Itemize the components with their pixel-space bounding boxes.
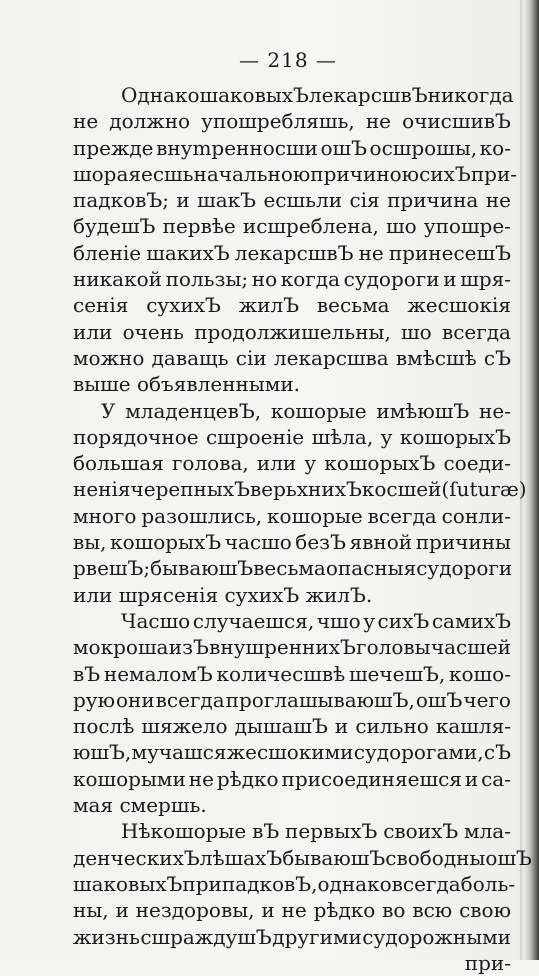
text-line: денческихЪ лѣшахЪ бываюшЪ свободны ошЪ [73, 845, 532, 870]
text-line: большая голова, или у кошорыхЪ соеди- [73, 451, 511, 476]
text-line: падковЪ; и шакЪ есшьли сiя причина не [73, 188, 511, 213]
text-line: Нѣкошорые вЪ первыхЪ своихЪ мла- [121, 819, 511, 844]
text-line: ны, и нездоровы, и не рѣдко во всю свою [73, 898, 511, 923]
text-line: или очень продолжишельны, шо всегда [73, 319, 511, 344]
text-line: мая смершь. [73, 793, 207, 818]
text-line: шаковыхЪ припадковЪ, однако всегда боль- [73, 871, 516, 896]
text-line: У младенцевЪ, кошорые имѣюшЪ не- [101, 398, 511, 423]
page-number: — 218 — [239, 48, 337, 72]
text-line: вЪ немаломЪ количесшвѣ шечешЪ, кошо- [73, 661, 511, 686]
text-line: не должно упошребляшь, не очисшивЪ [73, 109, 511, 134]
text-line: будешЪ первѣе исшреблена, шо упошре- [73, 214, 511, 239]
page-binding-edge [525, 0, 539, 960]
text-line: мокроша изЪ внушреннихЪ головы часшей [73, 635, 511, 660]
text-line: можно даващь сiи лекарсшва вмѣсшѣ сЪ [73, 345, 511, 370]
text-line: жизнь сшраждушЪ другими судорожными [73, 924, 511, 949]
text-line: вы, кошорыхЪ часшо безЪ явной причины [73, 530, 511, 555]
text-line: или шрясенiя сухихЪ жилЪ. [73, 582, 373, 607]
text-line: прежде внуmренносши ошЪ осшрошы, ко- [73, 135, 511, 160]
text-line: кошорыми не рѣдко присоединяешся и са- [73, 766, 511, 791]
text-line: при- [464, 950, 511, 975]
text-line: рвешЪ; бываюшЪ весьма опасныя судороги [73, 556, 513, 581]
text-line: юшЪ, мучашся жесшокими судорогами, сЪ [73, 740, 511, 765]
text-line: рую они всегда проглашываюшЪ, ошЪ чего [73, 687, 511, 712]
text-line: послѣ шяжело дышашЪ и сильно кашля- [73, 714, 511, 739]
text-line: никакой пользы; но когда судороги и шря- [73, 267, 511, 292]
text-line: Часшо случаешся, чшо у сихЪ самихЪ [121, 608, 511, 633]
text-line: ненiя черепныхЪ верьхнихЪ косшей (ſuturæ) [73, 477, 527, 502]
text-line: шорая есшь начальною причиною сихЪ при- [73, 161, 518, 186]
text-line: много разошлись, кошорые всегда сонли- [73, 503, 511, 528]
body-text [73, 82, 532, 976]
text-line: бленiе шакихЪ лекарсшвЪ не принесешЪ [73, 240, 511, 265]
text-line: порядочное сшроенiе шѣла, у кошорыхЪ [73, 424, 511, 449]
text-line: сенiя сухихЪ жилЪ весьма жесшокiя [73, 293, 511, 318]
text-line: выше объявленными. [73, 372, 301, 397]
text-line: Однако шаковыхЪ лекарсшвЪ никогда [121, 83, 514, 107]
